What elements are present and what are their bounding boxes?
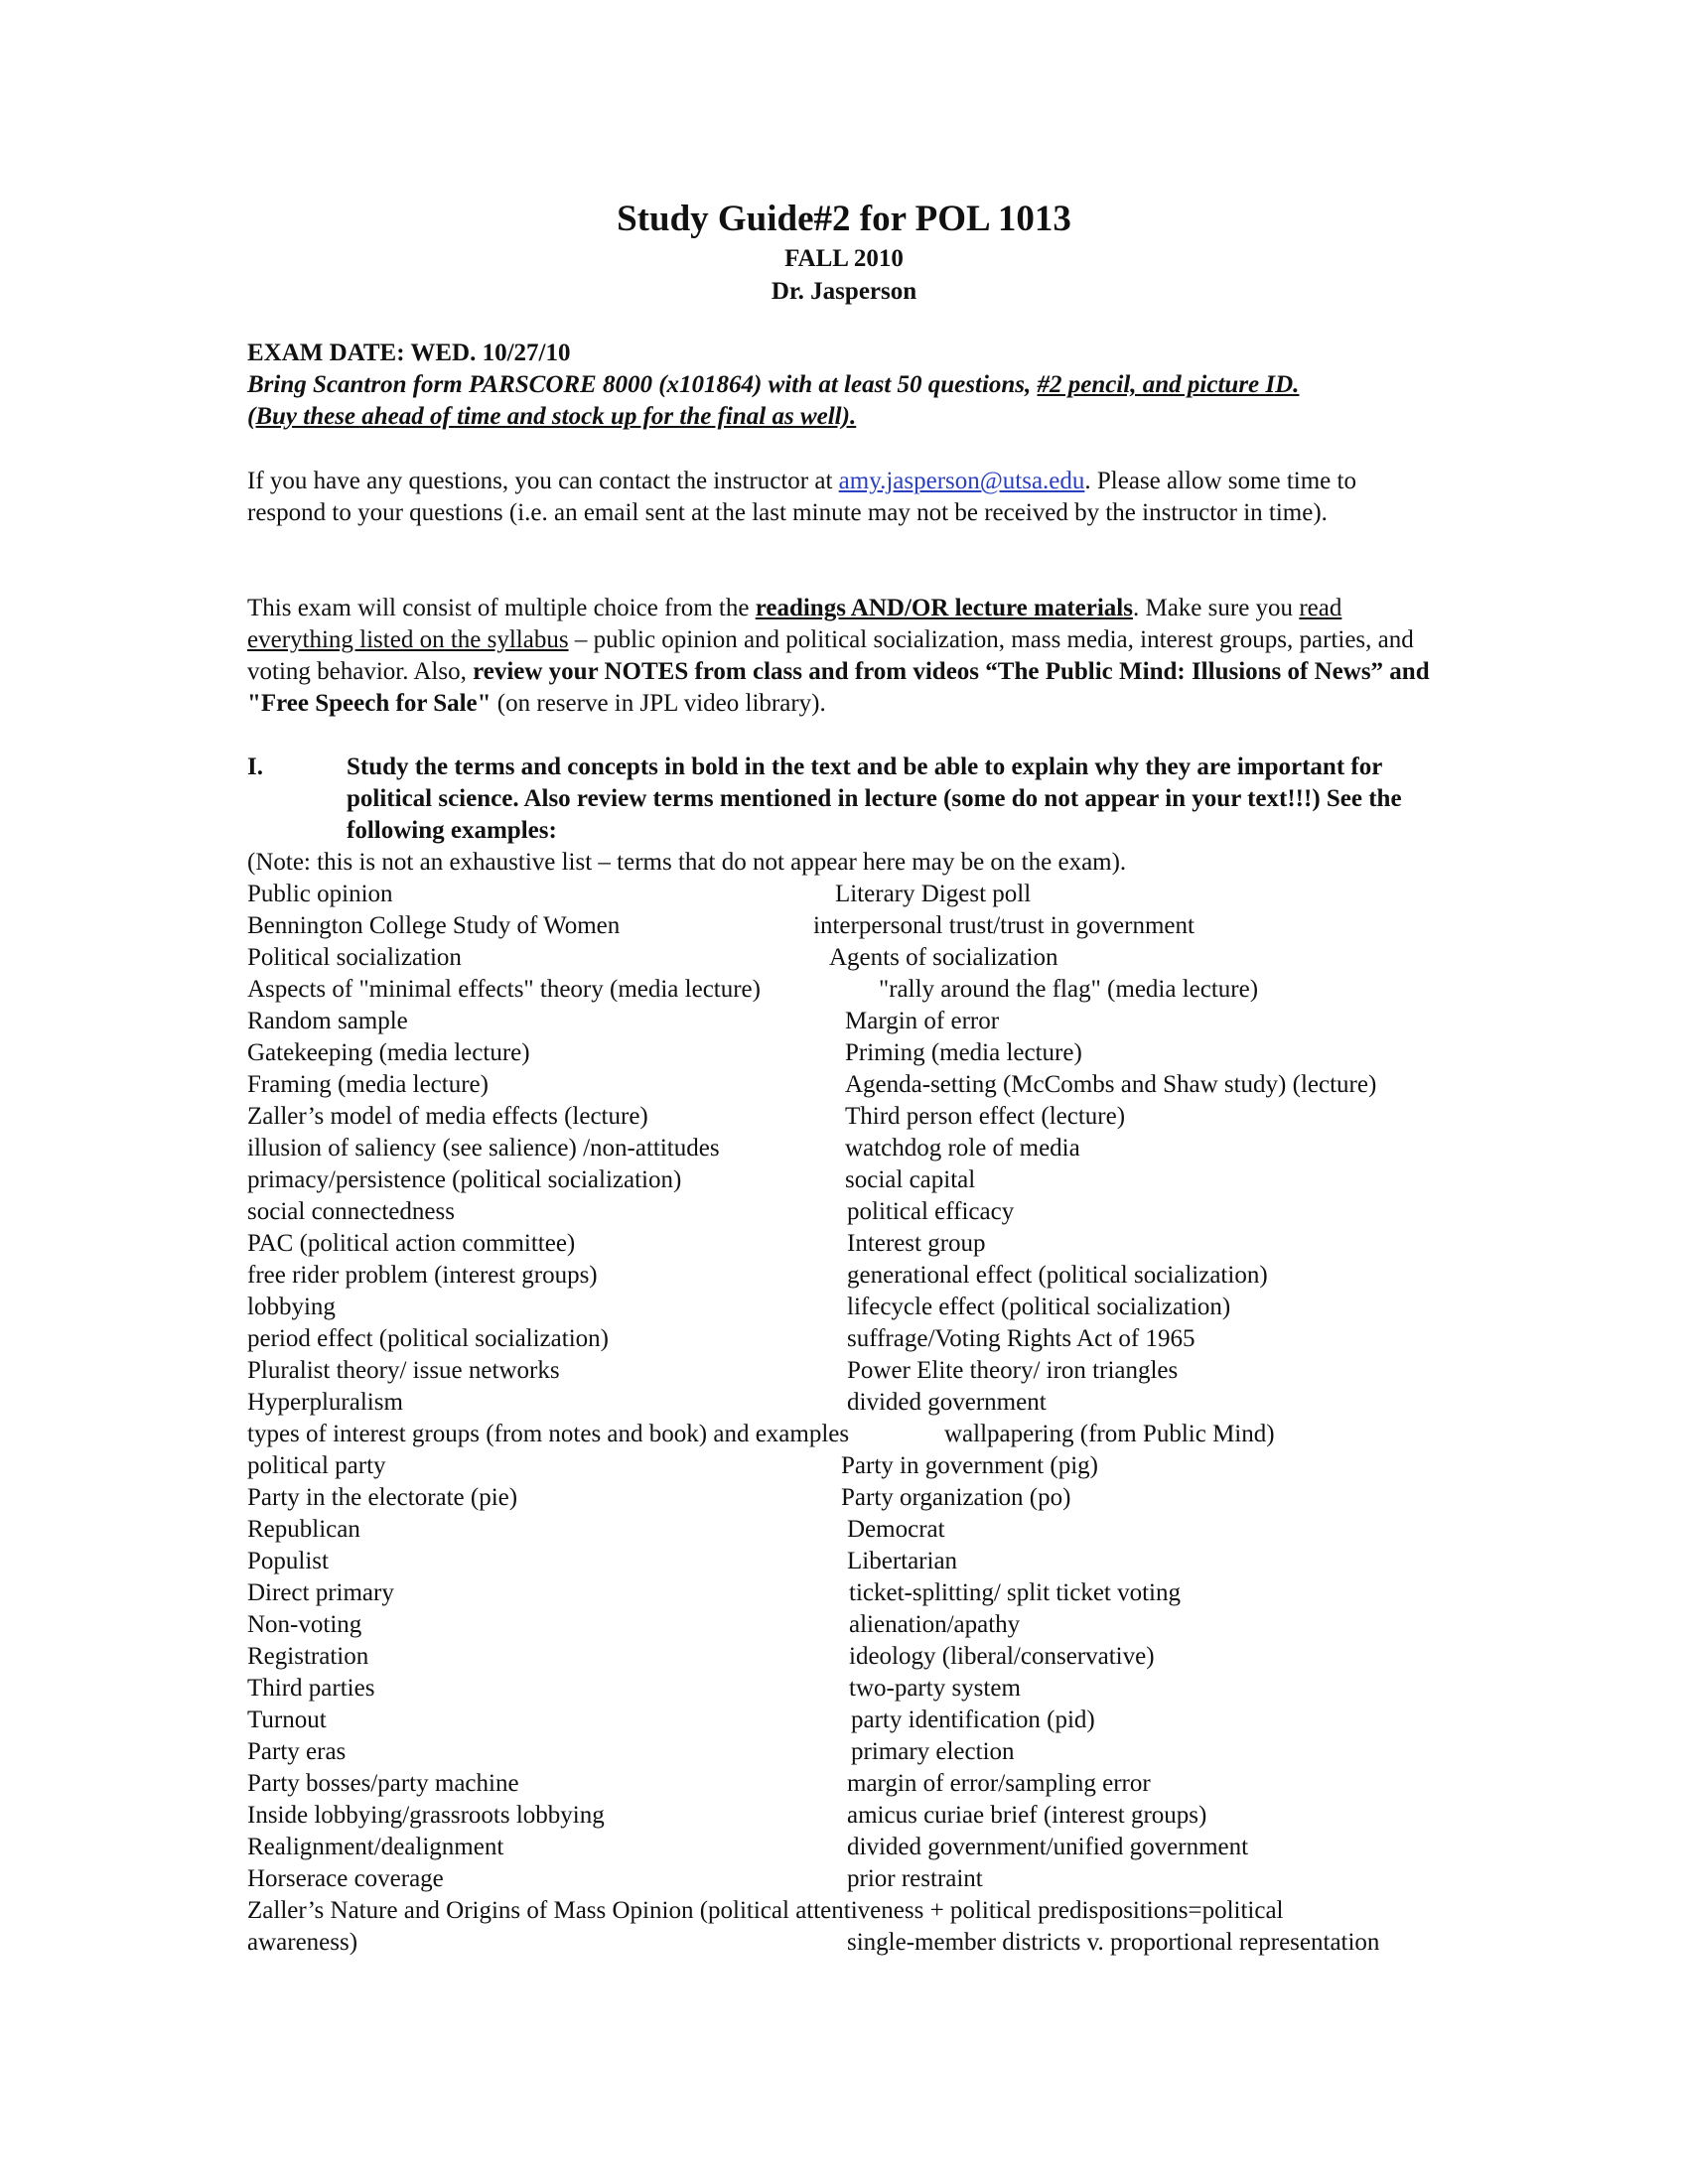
term-left: Party bosses/party machine [247,1770,519,1797]
section-note: (Note: this is not an exhaustive list – terms that do not appear here may be on the exam). [247,849,1127,876]
term-left: Third parties [247,1675,375,1702]
bring-items-underlined: #2 pencil, and picture ID. [1037,371,1300,398]
term-row [247,974,1498,1006]
term-right: margin of error/sampling error [847,1770,1151,1797]
term-right: "rally around the flag" (media lecture) [879,976,1259,1003]
exam-info-readings: readings AND/OR lecture materials [755,595,1133,621]
term-left: Public opinion [247,881,393,907]
term-right: alienation/apathy [849,1611,1021,1638]
term-right: Party organization (po) [841,1484,1071,1511]
term-left: Republican [247,1516,360,1543]
bring-items [247,369,1439,401]
term-row [247,942,1498,974]
terms-list [247,879,1498,1959]
section-heading [247,751,1439,847]
exam-info-text-2: . Make sure you [1132,595,1300,621]
term-right: generational effect (political socialization) [847,1262,1268,1289]
page-title: Study Guide#2 for POL 1013 [617,199,1071,239]
term-right: Agenda-setting (McCombs and Shaw study) (lecture) [845,1071,1377,1098]
term-left: Party eras [247,1738,347,1765]
term-right: Interest group [847,1230,986,1257]
term-row [247,1387,1498,1419]
term-right: watchdog role of media [845,1135,1080,1161]
term-row [247,1768,1498,1800]
term-right: Third person effect (lecture) [845,1103,1126,1130]
term-left: Direct primary [247,1579,394,1606]
term-right: ticket-splitting/ split ticket voting [849,1579,1181,1606]
term-row [247,910,1498,942]
term-row [247,1292,1498,1323]
term-row [247,1863,1498,1895]
contact-text-before: If you have any questions, you can contact the instructor at [247,468,839,494]
instructor-name: Dr. Jasperson [771,278,917,305]
exam-info-text-3: – public opinion and political socialization, mass media, interest groups, parties, and voting behavior. Also, [247,626,1414,685]
bring-items-note: (Buy these ahead of time and stock up for the final as well). [247,403,857,430]
term-row [247,1546,1498,1577]
document-header [0,197,1688,308]
term-right: prior restraint [847,1865,983,1892]
term-row [247,1196,1498,1228]
term-left: Random sample [247,1008,408,1034]
term-right: ideology (liberal/conservative) [849,1643,1155,1670]
term-right: Democrat [847,1516,945,1543]
term-right: wallpapering (from Public Mind) [944,1421,1275,1447]
term-right: party identification (pid) [851,1706,1095,1733]
term-left: free rider problem (interest groups) [247,1262,598,1289]
term-left: illusion of saliency (see salience) /non-attitudes [247,1135,720,1161]
exam-date: EXAM DATE: WED. 10/27/10 [247,340,571,366]
term-row [247,1514,1498,1546]
term-right: Literary Digest poll [835,881,1032,907]
final-term-right: single-member districts v. proportional representation [847,1929,1380,1956]
term-row [247,1577,1498,1609]
term-right: amicus curiae brief (interest groups) [847,1802,1207,1829]
term-row [247,1101,1498,1133]
term-left: period effect (political socialization) [247,1325,609,1352]
term-left: Inside lobbying/grassroots lobbying [247,1802,605,1829]
bring-items-text: Bring Scantron form PARSCORE 8000 (x101864) with at least 50 questions, [247,371,1038,398]
final-term-row [247,1927,1498,1959]
term-left: social connectedness [247,1198,455,1225]
exam-info-text-1: This exam will consist of multiple choice from the [247,595,756,621]
term-left: Turnout [247,1706,327,1733]
term-row [247,1133,1498,1164]
term-right: two-party system [849,1675,1021,1702]
term-row [247,1323,1498,1355]
term-row [247,1037,1498,1069]
term-right: Party in government (pig) [841,1452,1098,1479]
instructor-email-link[interactable]: amy.jasperson@utsa.edu [838,468,1085,494]
term-right: primary election [851,1738,1015,1765]
term-left: Hyperpluralism [247,1389,403,1416]
term-left: Non-voting [247,1611,362,1638]
section-text: Study the terms and concepts in bold in the text and be able to explain why they are important for political science. Also review terms mentioned in lecture (some do not appear in your text!!!) See the following examples: [347,753,1402,844]
term-left: Party in the electorate (pie) [247,1484,518,1511]
term-row [247,1609,1498,1641]
final-term-line-1: Zaller’s Nature and Origins of Mass Opinion (political attentiveness + political predispositions=political [247,1897,1284,1924]
term-left: Political socialization [247,944,462,971]
term-row [247,1069,1498,1101]
term-left: Framing (media lecture) [247,1071,489,1098]
term-row [247,879,1498,910]
term-right: lifecycle effect (political socialization) [847,1294,1231,1320]
exam-info-syllabus: read everything listed on the syllabus [247,595,1342,653]
exam-details [247,338,1439,433]
term-right: political efficacy [847,1198,1015,1225]
term-right: Power Elite theory/ iron triangles [847,1357,1179,1384]
term-row [247,1450,1498,1482]
term-row [247,1006,1498,1037]
term-row [247,1736,1498,1768]
term-left: lobbying [247,1294,336,1320]
exam-info-review-notes: review your NOTES from class and from videos “The Public Mind: Illusions of News” and "Free Speech for Sale" [247,658,1430,717]
term-left: Registration [247,1643,369,1670]
term-left: Bennington College Study of Women [247,912,621,939]
term-row [247,1482,1498,1514]
term-right: Libertarian [847,1548,958,1574]
term-left: political party [247,1452,386,1479]
term-left: PAC (political action committee) [247,1230,576,1257]
term-right: suffrage/Voting Rights Act of 1965 [847,1325,1196,1352]
term-left: Pluralist theory/ issue networks [247,1357,560,1384]
term-right: Priming (media lecture) [845,1039,1082,1066]
term-left: Aspects of "minimal effects" theory (media lecture) [247,976,761,1003]
term-left: Realignment/dealignment [247,1834,504,1860]
term-left: primacy/persistence (political socialization) [247,1166,682,1193]
term-right: divided government/unified government [847,1834,1249,1860]
term-right: Agents of socialization [829,944,1058,971]
final-term-left: awareness) [247,1929,358,1956]
term-row [247,1800,1498,1832]
term-row [247,1355,1498,1387]
term-left: Horserace coverage [247,1865,444,1892]
term-row [247,1832,1498,1863]
term-row [247,1641,1498,1673]
contact-paragraph [247,466,1439,529]
term-left: types of interest groups (from notes and book) and examples [247,1421,850,1447]
term-row [247,1228,1498,1260]
term-left: Gatekeeping (media lecture) [247,1039,530,1066]
exam-info-paragraph [247,593,1439,720]
term-right: social capital [845,1166,976,1193]
term-row [247,1260,1498,1292]
term-row [247,1164,1498,1196]
term-label: FALL 2010 [784,245,904,272]
exam-info-text-4: (on reserve in JPL video library). [491,690,826,717]
term-right: divided government [847,1389,1047,1416]
section-number: I. [247,753,263,780]
term-row [247,1705,1498,1736]
term-left: Zaller’s model of media effects (lecture) [247,1103,648,1130]
contact-text-after: . Please allow some time to respond to your questions (i.e. an email sent at the last minute may not be received by the instructor in time). [247,468,1356,526]
term-row [247,1673,1498,1705]
term-row [247,1419,1498,1450]
term-right: interpersonal trust/trust in government [813,912,1195,939]
term-right: Margin of error [845,1008,1000,1034]
term-left: Populist [247,1548,329,1574]
